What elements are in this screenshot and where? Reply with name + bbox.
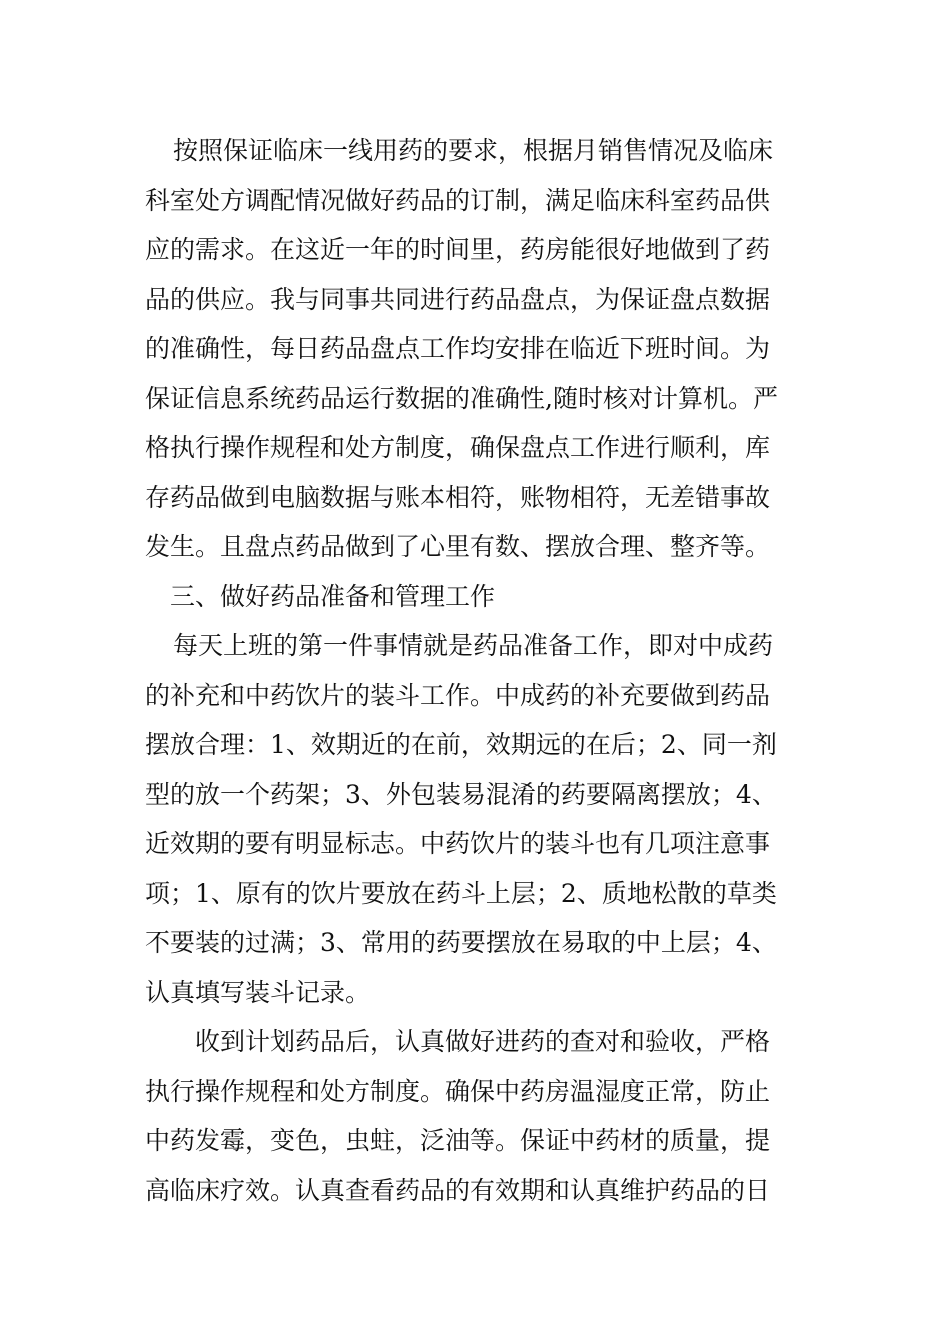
paragraph-line: 发生。且盘点药品做到了心里有数、摆放合理、整齐等。 — [145, 532, 771, 561]
paragraph-line: 的补充和中药饮片的装斗工作。中成药的补充要做到药品 — [145, 680, 771, 710]
paragraph-line: 型的放一个药架；3、外包装易混淆的药要隔离摆放；4、 — [145, 779, 777, 809]
paragraph-line: 存药品做到电脑数据与账本相符，账物相符，无差错事故 — [145, 482, 771, 512]
paragraph-line: 中药发霉，变色，虫蛀，泛油等。保证中药材的质量，提 — [145, 1126, 771, 1155]
paragraph-line: 项；1、原有的饮片要放在药斗上层；2、质地松散的草类 — [145, 878, 777, 908]
paragraph-line: 科室处方调配情况做好药品的订制，满足临床科室药品供 — [145, 185, 771, 215]
section-heading: 三、做好药品准备和管理工作 — [170, 581, 496, 611]
paragraph-line: 按照保证临床一线用药的要求，根据月销售情况及临床 — [173, 136, 774, 165]
paragraph-line: 的准确性，每日药品盘点工作均安排在临近下班时间。为 — [145, 334, 771, 363]
paragraph-line: 不要装的过满；3、常用的药要摆放在易取的中上层；4、 — [145, 928, 777, 957]
paragraph-line: 应的需求。在这近一年的时间里，药房能很好地做到了药 — [145, 235, 771, 264]
document-body — [145, 126, 810, 1215]
paragraph-line: 近效期的要有明显标志。中药饮片的装斗也有几项注意事 — [145, 829, 771, 858]
paragraph-line: 格执行操作规程和处方制度，确保盘点工作进行顺利，库 — [145, 433, 771, 462]
paragraph-line: 认真填写装斗记录。 — [145, 977, 371, 1007]
paragraph-line: 执行操作规程和处方制度。确保中药房温湿度正常，防止 — [145, 1076, 771, 1106]
paragraph-line: 保证信息系统药品运行数据的准确性,随时核对计算机。严 — [145, 383, 778, 413]
paragraph-line: 收到计划药品后，认真做好进药的查对和验收，严格 — [195, 1027, 771, 1056]
paragraph-line: 每天上班的第一件事情就是药品准备工作，即对中成药 — [173, 631, 774, 660]
paragraph-line: 高临床疗效。认真查看药品的有效期和认真维护药品的日 — [145, 1175, 771, 1205]
paragraph-line: 摆放合理：1、效期近的在前，效期远的在后；2、同一剂 — [145, 730, 777, 759]
paragraph-line: 品的供应。我与同事共同进行药品盘点，为保证盘点数据 — [145, 284, 771, 314]
